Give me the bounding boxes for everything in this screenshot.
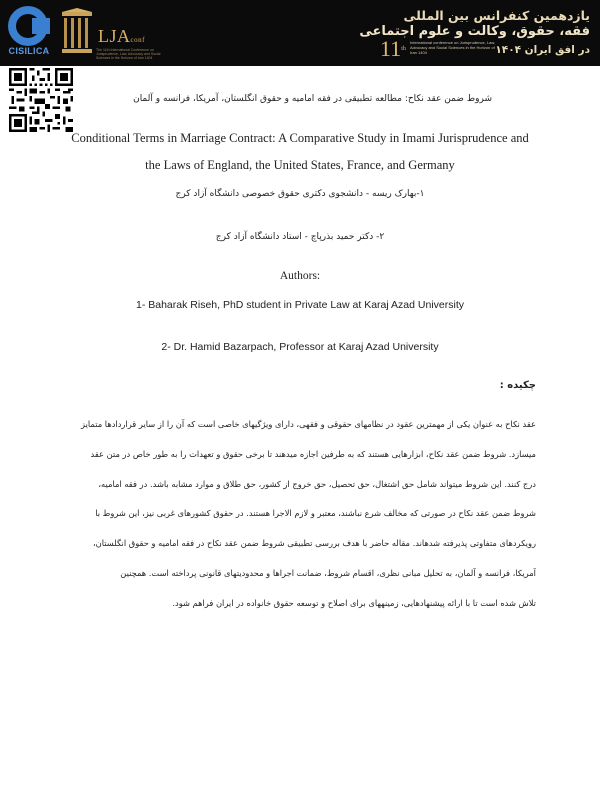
author-en-1: 1- Baharak Riseh, PhD student in Private Law at Karaj Azad University [136,299,464,311]
abstract-line: رویکردهای متفاوتی پذیرفته شدهاند. مقاله حاضر با هدف بررسی تطبیقی شروط ضمن عقد نکاح در فقه امامیه و حقوق انگلستان، [93,538,536,549]
conference-edition-number: 11th [380,36,406,61]
conference-title-line-1: یازدهمین کنفرانس بین المللی [403,8,590,23]
lja-tagline: The 11th International Conference on Jurisprudence, Law, Advocacy and Social Sciences in the Horizon of Iran 1404 [96,48,161,61]
conference-horizon-line: در افق ایران ۱۴۰۴ [495,44,590,56]
abstract-body [36,418,536,627]
conference-title-line-2: فقه، حقوق، وکالت و علوم اجتماعی [359,24,590,39]
author-fa-2: ۲- دکتر حمید بذرپاچ - استاد دانشگاه آزاد کرج [215,232,385,242]
cisilica-logo-text: CISILICA [8,46,50,56]
conference-banner [0,0,600,66]
author-fa-1: ۱-بهارک ریسه - دانشجوی دکتری حقوق خصوصی دانشگاه آزاد کرج [175,189,425,199]
qr-code [9,68,73,132]
abstract-line: درج کنند. این شروط میتواند شامل حق اشتغال، حق تحصیل، حق خروج از کشور، حق طلاق و موارد مشابه باشد. در فقه امامیه، [98,478,536,489]
cisilica-logo-mark [8,6,48,46]
conference-title [292,2,594,64]
paper-title-line-1: Conditional Terms in Marriage Contract: A Comparative Study in Imami Jurisprudence and [71,131,529,145]
abstract-line: عقد نکاح به عنوان یکی از مهمترین عقود در نظامهای حقوقی و فقهی، دارای ویژگیهای خاصی است که آن را از سایر قراردادها متمایز [81,419,536,429]
abstract-line: شروط ضمن عقد نکاح در صورتی که مخالف شرع نباشند، معتبر و لازم الاجرا هستند. در حقوق کشورهای غربی نیز، این شروط با [95,508,536,519]
abstract-heading: چکیده : [499,380,536,391]
lja-emblem-icon [60,8,94,62]
conference-english-subtitle: International conference on Jurisprudence, Law, Advocacy and Social Sciences in the Horizon of Iran 1404 [410,40,496,55]
authors-heading: Authors: [279,270,321,282]
paper-title-line-2: the Laws of England, the United States, France, and Germany [145,158,455,172]
running-head: شروط ضمن عقد نکاح: مطالعه تطبیقی در فقه امامیه و حقوق انگلستان، آمریکا، فرانسه و آلمان [133,94,492,104]
lja-logo-text: LJAconf [98,26,145,46]
abstract-line: تلاش شده است تا با ارائه پیشنهادهایی، زمینههای برای اصلاح و توسعه حقوق خانواده در ایران فراهم شود. [172,597,536,608]
abstract-line: آمریکا، فرانسه و آلمان، به تحلیل مبانی نظری، اقسام شروط، ضمانت اجراها و محدودیتهای قانونی پرداخته است. همچنین [120,567,536,578]
lja-conference-logo [60,8,170,62]
cisilica-logo [2,4,56,62]
author-en-2: 2- Dr. Hamid Bazarpach, Professor at Karaj Azad University [161,341,439,353]
abstract-line: میسازد. شروط ضمن عقد نکاح، ابزارهایی هستند که به طرفین اجازه میدهند تا برخی حقوق و تعهدات را به طور خاص در متن عقد [90,448,536,459]
